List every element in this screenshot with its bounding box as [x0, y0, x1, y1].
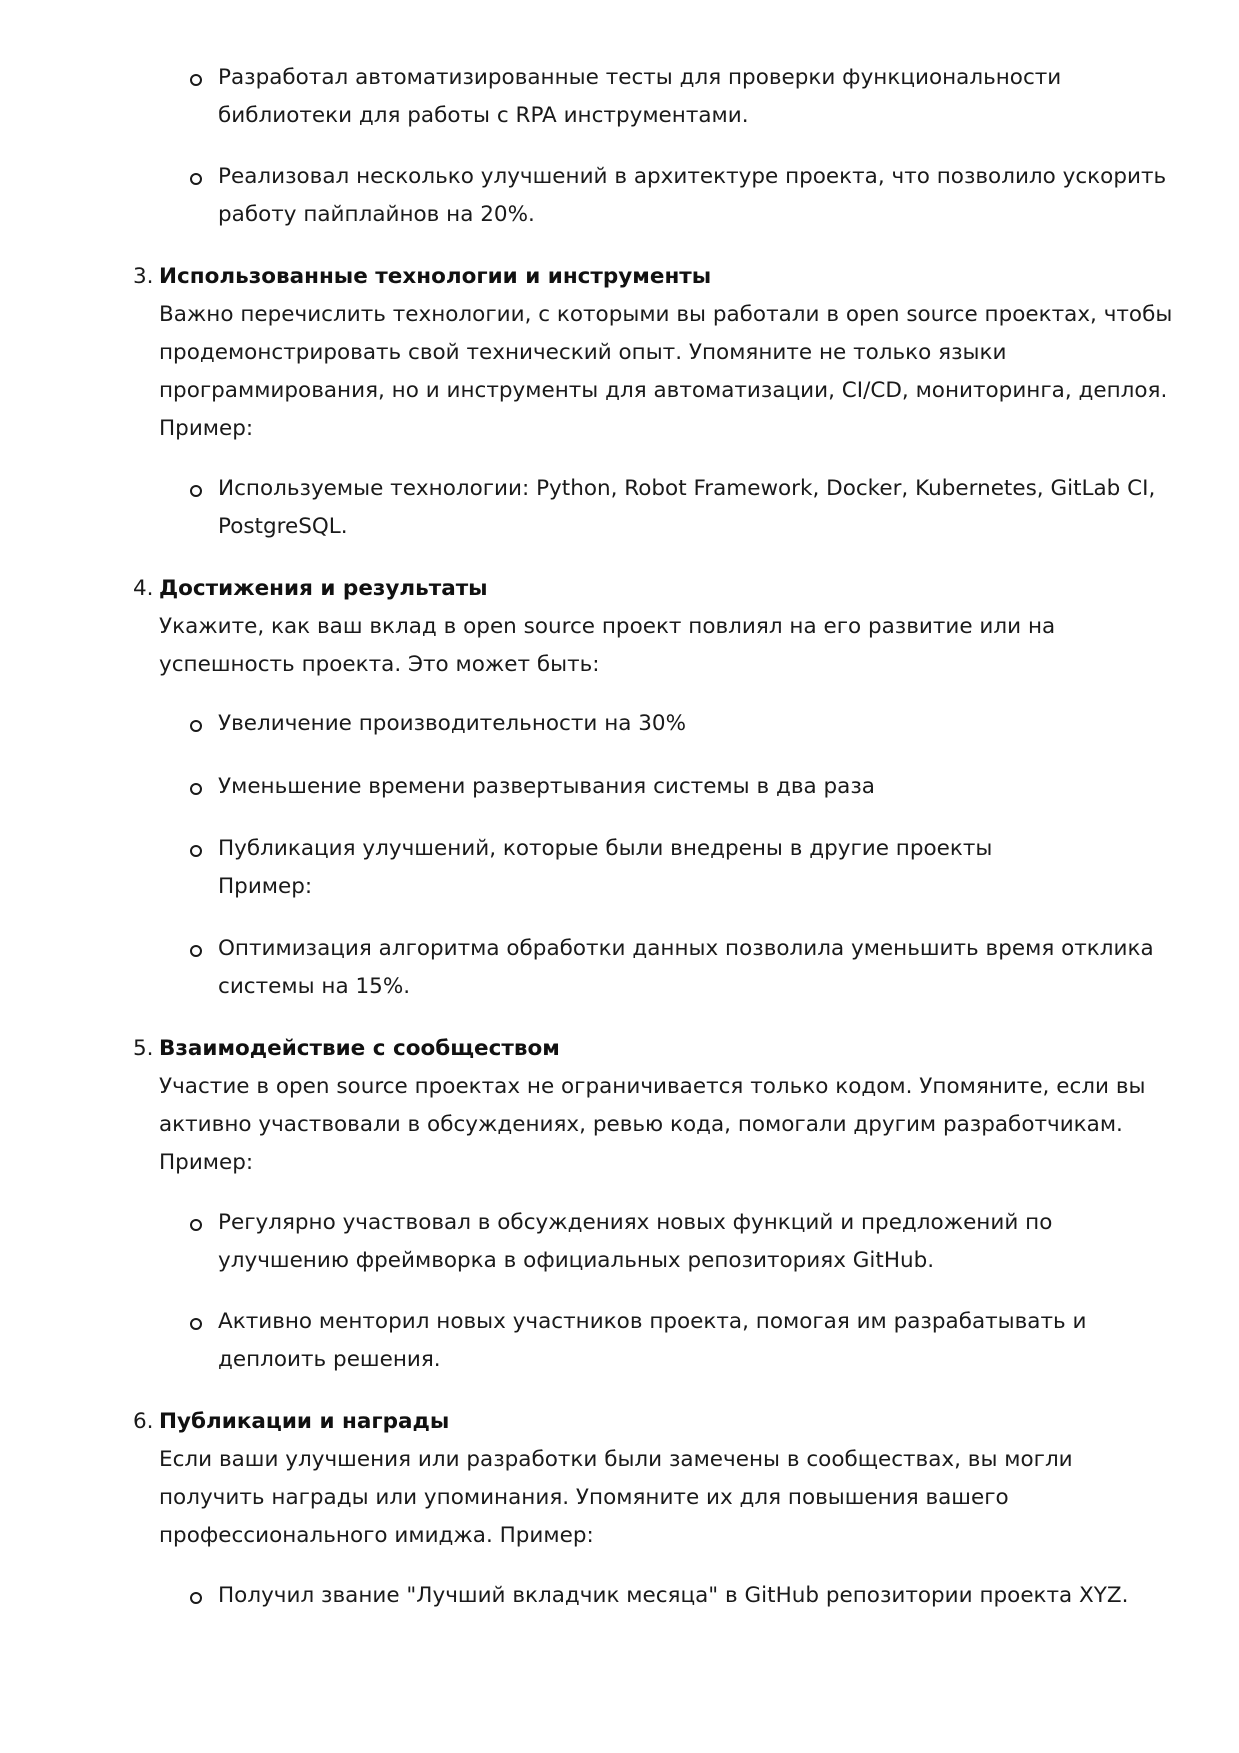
bullet-line: Регулярно участвовал в обсуждениях новых функций и предложений по: [218, 1210, 1053, 1235]
section-text-line: профессионального имиджа. Пример:: [159, 1523, 594, 1548]
bullet-line: PostgreSQL.: [218, 514, 348, 539]
section-text-line: успешность проекта. Это может быть:: [159, 652, 600, 677]
bullet-line: Увеличение производительности на 30%: [218, 711, 687, 736]
section-text-line: Пример:: [159, 416, 254, 441]
bullet-line: улучшению фреймворка в официальных репозиториях GitHub.: [218, 1248, 935, 1273]
bullet-line: Активно менторил новых участников проекта, помогая им разрабатывать и: [218, 1309, 1087, 1334]
bullet-circle-icon: [190, 1318, 202, 1330]
section-title: Использованные технологии и инструменты: [159, 264, 712, 289]
bullet-line: Используемые технологии: Python, Robot Framework, Docker, Kubernetes, GitLab CI,: [218, 476, 1156, 501]
bullet-circle-icon: [190, 783, 202, 795]
section-title: Достижения и результаты: [159, 576, 488, 601]
bullet-line: работу пайплайнов на 20%.: [218, 202, 535, 227]
bullet-line: Оптимизация алгоритма обработки данных позволила уменьшить время отклика: [218, 936, 1154, 961]
bullet-circle-icon: [190, 173, 202, 185]
bullet-line: Реализовал несколько улучшений в архитектуре проекта, что позволило ускорить: [218, 164, 1167, 189]
section-text-line: продемонстрировать свой технический опыт. Упомяните не только языки: [159, 340, 1007, 365]
section-title: Публикации и награды: [159, 1409, 450, 1434]
section-number: 3.: [133, 264, 154, 289]
bullet-line: Публикация улучшений, которые были внедрены в другие проекты: [218, 836, 993, 861]
bullet-circle-icon: [190, 845, 202, 857]
section-text-line: программирования, но и инструменты для автоматизации, CI/CD, мониторинга, деплоя.: [159, 378, 1168, 403]
section-title: Взаимодействие с сообществом: [159, 1036, 560, 1061]
bullet-line: Пример:: [218, 874, 313, 899]
bullet-line: Получил звание "Лучший вкладчик месяца" в GitHub репозитории проекта XYZ.: [218, 1583, 1129, 1608]
section-text-line: Если ваши улучшения или разработки были замечены в сообществах, вы могли: [159, 1447, 1073, 1472]
section-number: 5.: [133, 1036, 154, 1061]
section-text-line: Укажите, как ваш вклад в open source проект повлиял на его развитие или на: [159, 614, 1056, 639]
bullet-circle-icon: [190, 485, 202, 497]
section-text-line: Пример:: [159, 1150, 254, 1175]
bullet-line: Разработал автоматизированные тесты для проверки функциональности: [218, 65, 1062, 90]
section-text-line: получить награды или упоминания. Упомяните их для повышения вашего: [159, 1485, 1009, 1510]
bullet-circle-icon: [190, 74, 202, 86]
bullet-line: Уменьшение времени развертывания системы в два раза: [218, 774, 875, 799]
section-text-line: активно участвовали в обсуждениях, ревью кода, помогали другим разработчикам.: [159, 1112, 1123, 1137]
bullet-circle-icon: [190, 1592, 202, 1604]
bullet-line: деплоить решения.: [218, 1347, 441, 1372]
bullet-circle-icon: [190, 720, 202, 732]
bullet-line: системы на 15%.: [218, 974, 411, 999]
section-number: 6.: [133, 1409, 154, 1434]
section-text-line: Участие в open source проектах не ограничивается только кодом. Упомяните, если вы: [159, 1074, 1146, 1099]
bullet-circle-icon: [190, 1219, 202, 1231]
bullet-circle-icon: [190, 945, 202, 957]
bullet-line: библиотеки для работы с RPA инструментами.: [218, 103, 749, 128]
section-number: 4.: [133, 576, 154, 601]
section-text-line: Важно перечислить технологии, с которыми вы работали в open source проектах, чтобы: [159, 302, 1173, 327]
